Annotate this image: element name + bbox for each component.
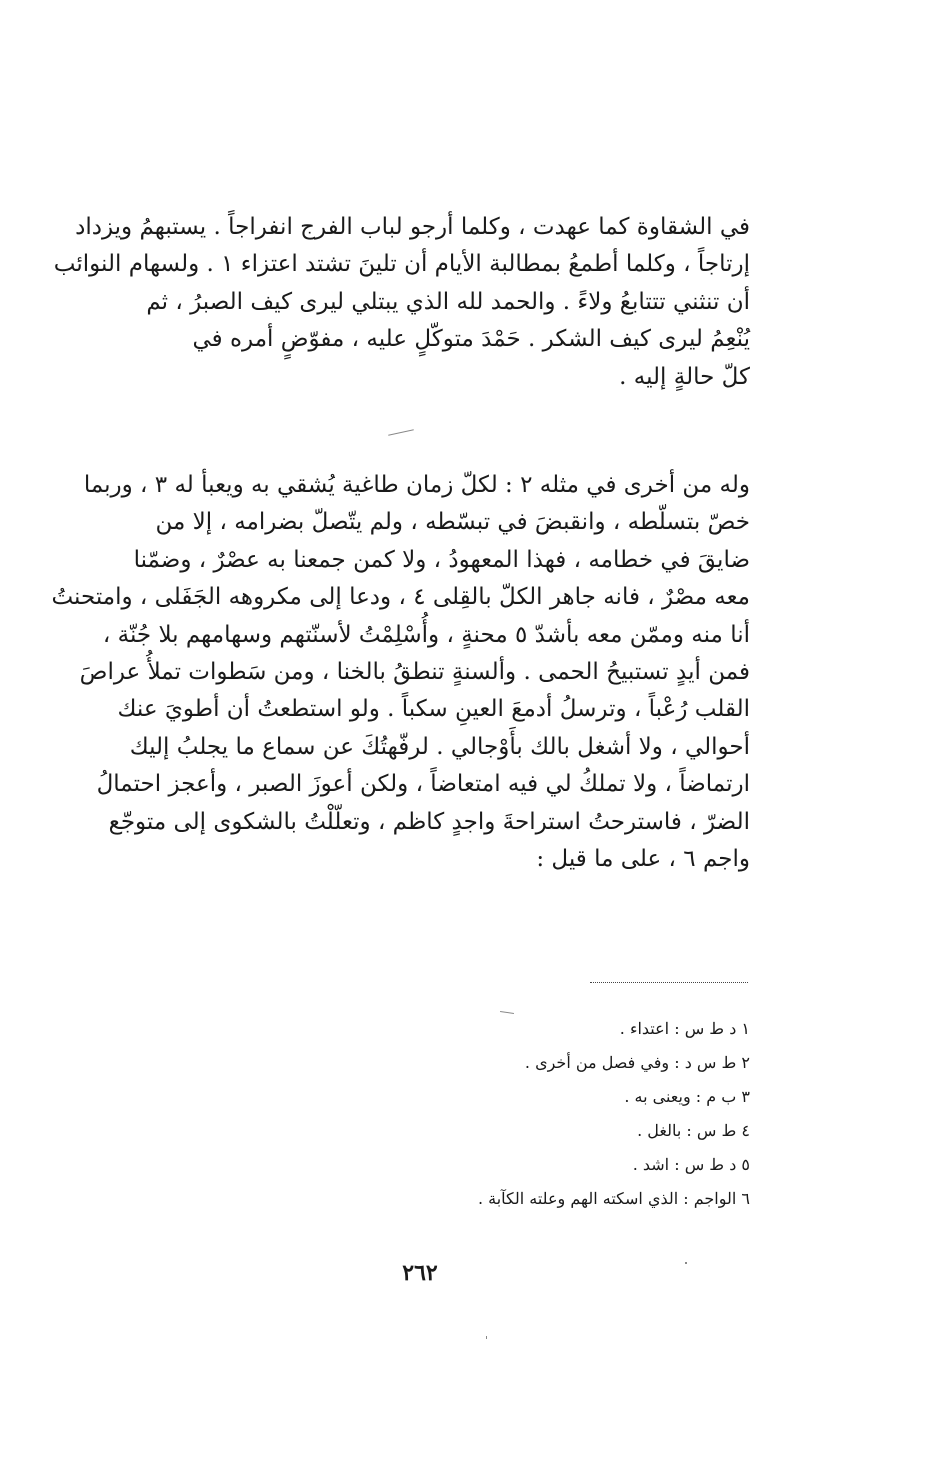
text-line: خصّ بتسلّطه ، وانقبضَ في تبسّطه ، ولم يتّصلّ بضرامه ، إلا من bbox=[155, 509, 750, 536]
footnote-6: ٦ الواجم : الذي اسكته الهم وعلته الكآبة . bbox=[477, 1189, 750, 1208]
footnote-3: ٣ ب م : ويعنى به . bbox=[624, 1087, 750, 1106]
text-line: في الشقاوة كما عهدت ، وكلما أرجو لباب الفرج انفراجاً . يستبهمُ ويزداد bbox=[75, 214, 750, 240]
text-line: ارتماضاً ، ولا تملكُ لي فيه امتعاضاً ، ولكن أعوزَ الصبر ، وأعجز احتمالُ bbox=[96, 771, 750, 798]
text-line: أنا منه وممّن معه بأشدّ ٥ محنةٍ ، وأُسْلِمْتُ لأسنّتهم وسهامهم بلا جُنّة ، bbox=[102, 621, 750, 648]
text-line: وله من أخرى في مثله ٢ : لكلّ زمان طاغية يُشقي به ويعبأ له ٣ ، وربما bbox=[83, 472, 750, 498]
paragraph-1 bbox=[53, 209, 750, 396]
text-line: أن تنثني تتتابعُ ولاءً . والحمد لله الذي يبتلي ليرى كيف الصبرُ ، ثم bbox=[146, 288, 750, 315]
footnotes bbox=[280, 1012, 750, 1216]
text-line: يُنْعِمُ ليرى كيف الشكر . حَمْدَ متوكّلٍ عليه ، مفوّضٍ أمره في bbox=[192, 326, 750, 353]
footnote-5: ٥ د ط س : اشد . bbox=[632, 1155, 750, 1174]
text-line: كلّ حالةٍ إليه . bbox=[619, 363, 750, 390]
footnote-separator bbox=[590, 982, 748, 983]
footnote-4: ٤ ط س : بالغل . bbox=[637, 1121, 750, 1140]
text-line: فمن أيدٍ تستبيحُ الحمى . وألسنةٍ تنطقُ بالخنا ، ومن سَطوات تملأُ عراصَ bbox=[79, 659, 750, 686]
text-line: معه مصْرٌ ، فانه جاهر الكلّ بالقِلى ٤ ، ودعا إلى مكروهه الجَفَلى ، وامتحنتُ bbox=[51, 584, 750, 611]
text-line: أحوالي ، ولا أشغل بالك بأَوْجالي . لرفّهتُكَ عن سماع ما يجلبُ إليك bbox=[129, 733, 750, 760]
scan-speck bbox=[486, 1336, 487, 1339]
text-line: القلب رُعْباً ، وترسلُ أدمعَ العينِ سكباً . ولو استطعتُ أن أطويَ عنك bbox=[117, 696, 750, 723]
footnote-1: ١ د ط س : اعتداء . bbox=[619, 1019, 750, 1038]
text-line: واجم ٦ ، على ما قيل : bbox=[536, 846, 750, 873]
text-line: الضرّ ، فاسترحتُ استراحةَ واجدٍ كاظم ، وتعلّلْتُ بالشكوى إلى متوجّع bbox=[108, 808, 750, 835]
paragraph-2 bbox=[51, 467, 750, 878]
scan-speck bbox=[388, 429, 414, 435]
page-number: ٢٦٢ bbox=[402, 1260, 438, 1286]
text-line: إرتاجاً ، وكلما أطمعُ بمطالبة الأيام أن تلينَ تشتد اعتزاء ١ . ولسهام النوائب bbox=[53, 251, 750, 278]
footnote-2: ٢ ط س د : وفي فصل من أخرى . bbox=[524, 1053, 750, 1072]
scan-speck bbox=[685, 1262, 687, 1264]
text-line: ضايقَ في خطامه ، فهذا المعهودُ ، ولا كمن جمعنا به عصْرٌ ، وضمّنا bbox=[133, 546, 750, 573]
